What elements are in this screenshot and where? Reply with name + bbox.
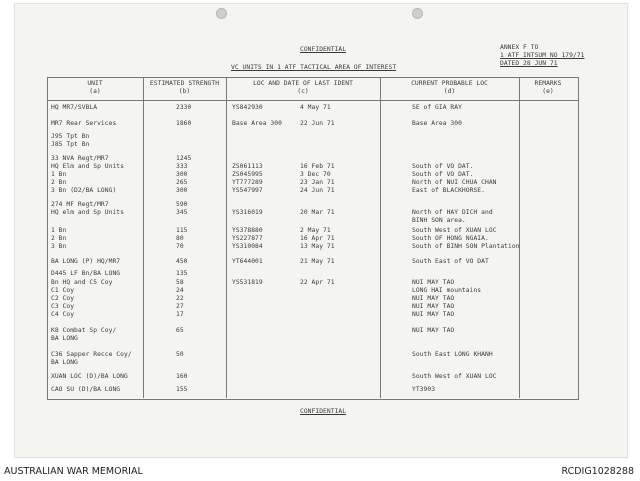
col-header-current-loc: CURRENT PROBABLE LOC [411, 80, 488, 87]
cell-strength: 2330 [176, 104, 192, 111]
cell-loc: Base Area 300 [412, 120, 462, 127]
cell-grid: ZS045995 [232, 171, 263, 178]
cell-unit: C2 Coy [51, 295, 75, 302]
cell-strength: 300 [176, 187, 188, 194]
cell-unit: D445 LF Bn/BA LONG [51, 270, 121, 277]
cell-loc: LONG HAI mountains [412, 287, 482, 294]
cell-loc: South East of VO DAT [412, 258, 489, 265]
cell-unit: MR7 Rear Services [51, 120, 117, 127]
cell-loc: NUI MAY TAO [412, 303, 455, 310]
header-divider [47, 100, 578, 101]
cell-strength: 27 [176, 303, 184, 310]
column-divider [380, 77, 381, 398]
cell-strength: 450 [176, 258, 188, 265]
col-header-strength: ESTIMATED STRENGTH [149, 80, 220, 87]
cell-unit: 2 Bn [51, 179, 67, 186]
cell-unit: C1 Coy [51, 287, 75, 294]
cell-loc: South of VO DAT. [412, 163, 474, 170]
cell-strength: 135 [176, 270, 188, 277]
cell-strength: 333 [176, 163, 188, 170]
col-header-unit: UNIT [87, 80, 103, 87]
cell-unit: 274 MF Regt/MR7 [51, 201, 109, 208]
column-divider [143, 77, 144, 398]
cell-loc: South OF HONG NGAIA. [412, 235, 489, 242]
cell-unit: 3 Bn [51, 243, 67, 250]
cell-date: 16 Apr 71 [300, 235, 335, 242]
cell-grid: YS547997 [232, 187, 263, 194]
cell-date: 13 May 71 [300, 243, 335, 250]
cell-grid: YS316019 [232, 209, 263, 216]
cell-unit: CAO SU (D)/BA LONG [51, 386, 121, 393]
cell-strength: 265 [176, 179, 188, 186]
cell-grid: ZS061113 [232, 163, 263, 170]
cell-strength: 22 [176, 295, 184, 302]
cell-strength: 155 [176, 386, 188, 393]
cell-loc: NUI MAY TAO [412, 279, 455, 286]
cell-strength: 590 [176, 201, 188, 208]
cell-grid: Base Area 300 [232, 120, 282, 127]
cell-strength: 1860 [176, 120, 192, 127]
cell-date: 3 Dec 70 [300, 171, 331, 178]
cell-strength: 70 [176, 243, 184, 250]
cell-grid: YS227877 [232, 235, 263, 242]
cell-loc: NUI MAY TAO [412, 311, 455, 318]
cell-strength: 115 [176, 227, 188, 234]
document-title: VC UNITS IN 1 ATF TACTICAL AREA OF INTEREST [231, 64, 397, 71]
cell-loc: NUI MAY TAO [412, 327, 455, 334]
cell-unit: HQ MR7/SVBLA [51, 104, 98, 111]
col-letter-a: (a) [89, 88, 101, 95]
cell-unit: J95 Tpt Bn [51, 133, 90, 140]
cell-grid: YS378880 [232, 227, 263, 234]
col-letter-c: (c) [297, 88, 309, 95]
cell-unit: 3 Bn (D2/BA LONG) [51, 187, 117, 194]
cell-unit: J85 Tpt Bn [51, 141, 90, 148]
cell-date: 22 Jun 71 [300, 120, 335, 127]
col-letter-d: (d) [443, 88, 456, 95]
column-divider [519, 77, 520, 398]
cell-strength: 65 [176, 327, 184, 334]
cell-unit: C3 Coy [51, 303, 75, 310]
cell-date: 16 Feb 71 [300, 163, 335, 170]
cell-grid: YS842930 [232, 104, 263, 111]
cell-loc: SE of GIA RAY [412, 104, 462, 111]
cell-loc: NUI MAY TAO [412, 295, 455, 302]
cell-date: 2 May 71 [300, 227, 331, 234]
punch-hole [216, 8, 227, 19]
classification-top: CONFIDENTIAL [300, 46, 347, 53]
cell-unit: 1 Bn [51, 171, 67, 178]
cell-loc: South of BINH SON Plantation [412, 243, 520, 250]
cell-strength: 50 [176, 351, 184, 358]
cell-loc: East of BLACKHORSE. [412, 187, 485, 194]
cell-unit: XUAN LOC (D)/BA LONG [51, 373, 128, 380]
cell-unit: 33 NVA Regt/MR7 [51, 155, 109, 162]
cell-strength: 80 [176, 235, 184, 242]
cell-date: 22 Apr 71 [300, 279, 335, 286]
cell-date: 23 Jan 71 [300, 179, 335, 186]
cell-unit: 1 Bn [51, 227, 67, 234]
cell-grid: YS310084 [232, 243, 263, 250]
punch-hole [412, 8, 423, 19]
cell-strength: 300 [176, 171, 188, 178]
col-header-remarks: REMARKS [534, 80, 562, 87]
cell-grid: YT777289 [232, 179, 263, 186]
col-letter-e: (e) [542, 88, 554, 95]
cell-loc: South West of XUAN LOC [412, 373, 497, 380]
cell-unit: 2 Bn [51, 235, 67, 242]
cell-unit: Bn HQ and C5 Coy [51, 279, 113, 286]
cell-strength: 345 [176, 209, 188, 216]
cell-strength: 24 [176, 287, 184, 294]
cell-unit: K8 Combat Sp Coy/ [51, 327, 117, 334]
cell-loc: YT3903 [412, 386, 436, 393]
cell-unit: HQ Elm and Sp Units [51, 163, 124, 170]
column-divider [226, 77, 227, 398]
annex-line-1: ANNEX F TO [500, 44, 539, 51]
classification-bottom: CONFIDENTIAL [300, 408, 347, 415]
cell-grid: YS531819 [232, 279, 263, 286]
cell-loc: South East LONG KHANH [412, 351, 493, 358]
cell-strength: 160 [176, 373, 188, 380]
cell-strength: 58 [176, 279, 184, 286]
cell-unit: HQ elm and Sp Units [51, 209, 124, 216]
col-letter-b: (b) [178, 88, 191, 95]
cell-grid: YT644001 [232, 258, 263, 265]
annex-line-3: DATED 28 JUN 71 [500, 60, 558, 67]
cell-loc: BINH SON area. [412, 217, 466, 224]
footer-record-id: RCDIG1028288 [561, 466, 634, 477]
cell-date: 21 May 71 [300, 258, 335, 265]
annex-line-2: 1 ATF INTSUM NO 179/71 [500, 52, 585, 59]
cell-unit: C4 Coy [51, 311, 75, 318]
cell-date: 20 Mar 71 [300, 209, 335, 216]
cell-unit: C36 Sapper Recce Coy/ [51, 351, 132, 358]
cell-unit: BA LONG (P) HQ/MR7 [51, 258, 121, 265]
cell-loc: North of NUI CHUA CHAN [412, 179, 497, 186]
cell-loc: South of VO DAT. [412, 171, 474, 178]
cell-strength: 17 [176, 311, 184, 318]
cell-date: 4 May 71 [300, 104, 331, 111]
footer-archive-name: AUSTRALIAN WAR MEMORIAL [4, 466, 143, 477]
cell-date: 24 Jun 71 [300, 187, 335, 194]
cell-loc: South West of XUAN LOC [412, 227, 497, 234]
cell-unit: BA LONG [51, 335, 78, 342]
cell-unit: BA LONG [51, 359, 78, 366]
cell-loc: North of HAY DICH and [412, 209, 493, 216]
col-header-last-ident: LOC AND DATE OF LAST IDENT [253, 80, 353, 87]
cell-strength: 1245 [176, 155, 192, 162]
